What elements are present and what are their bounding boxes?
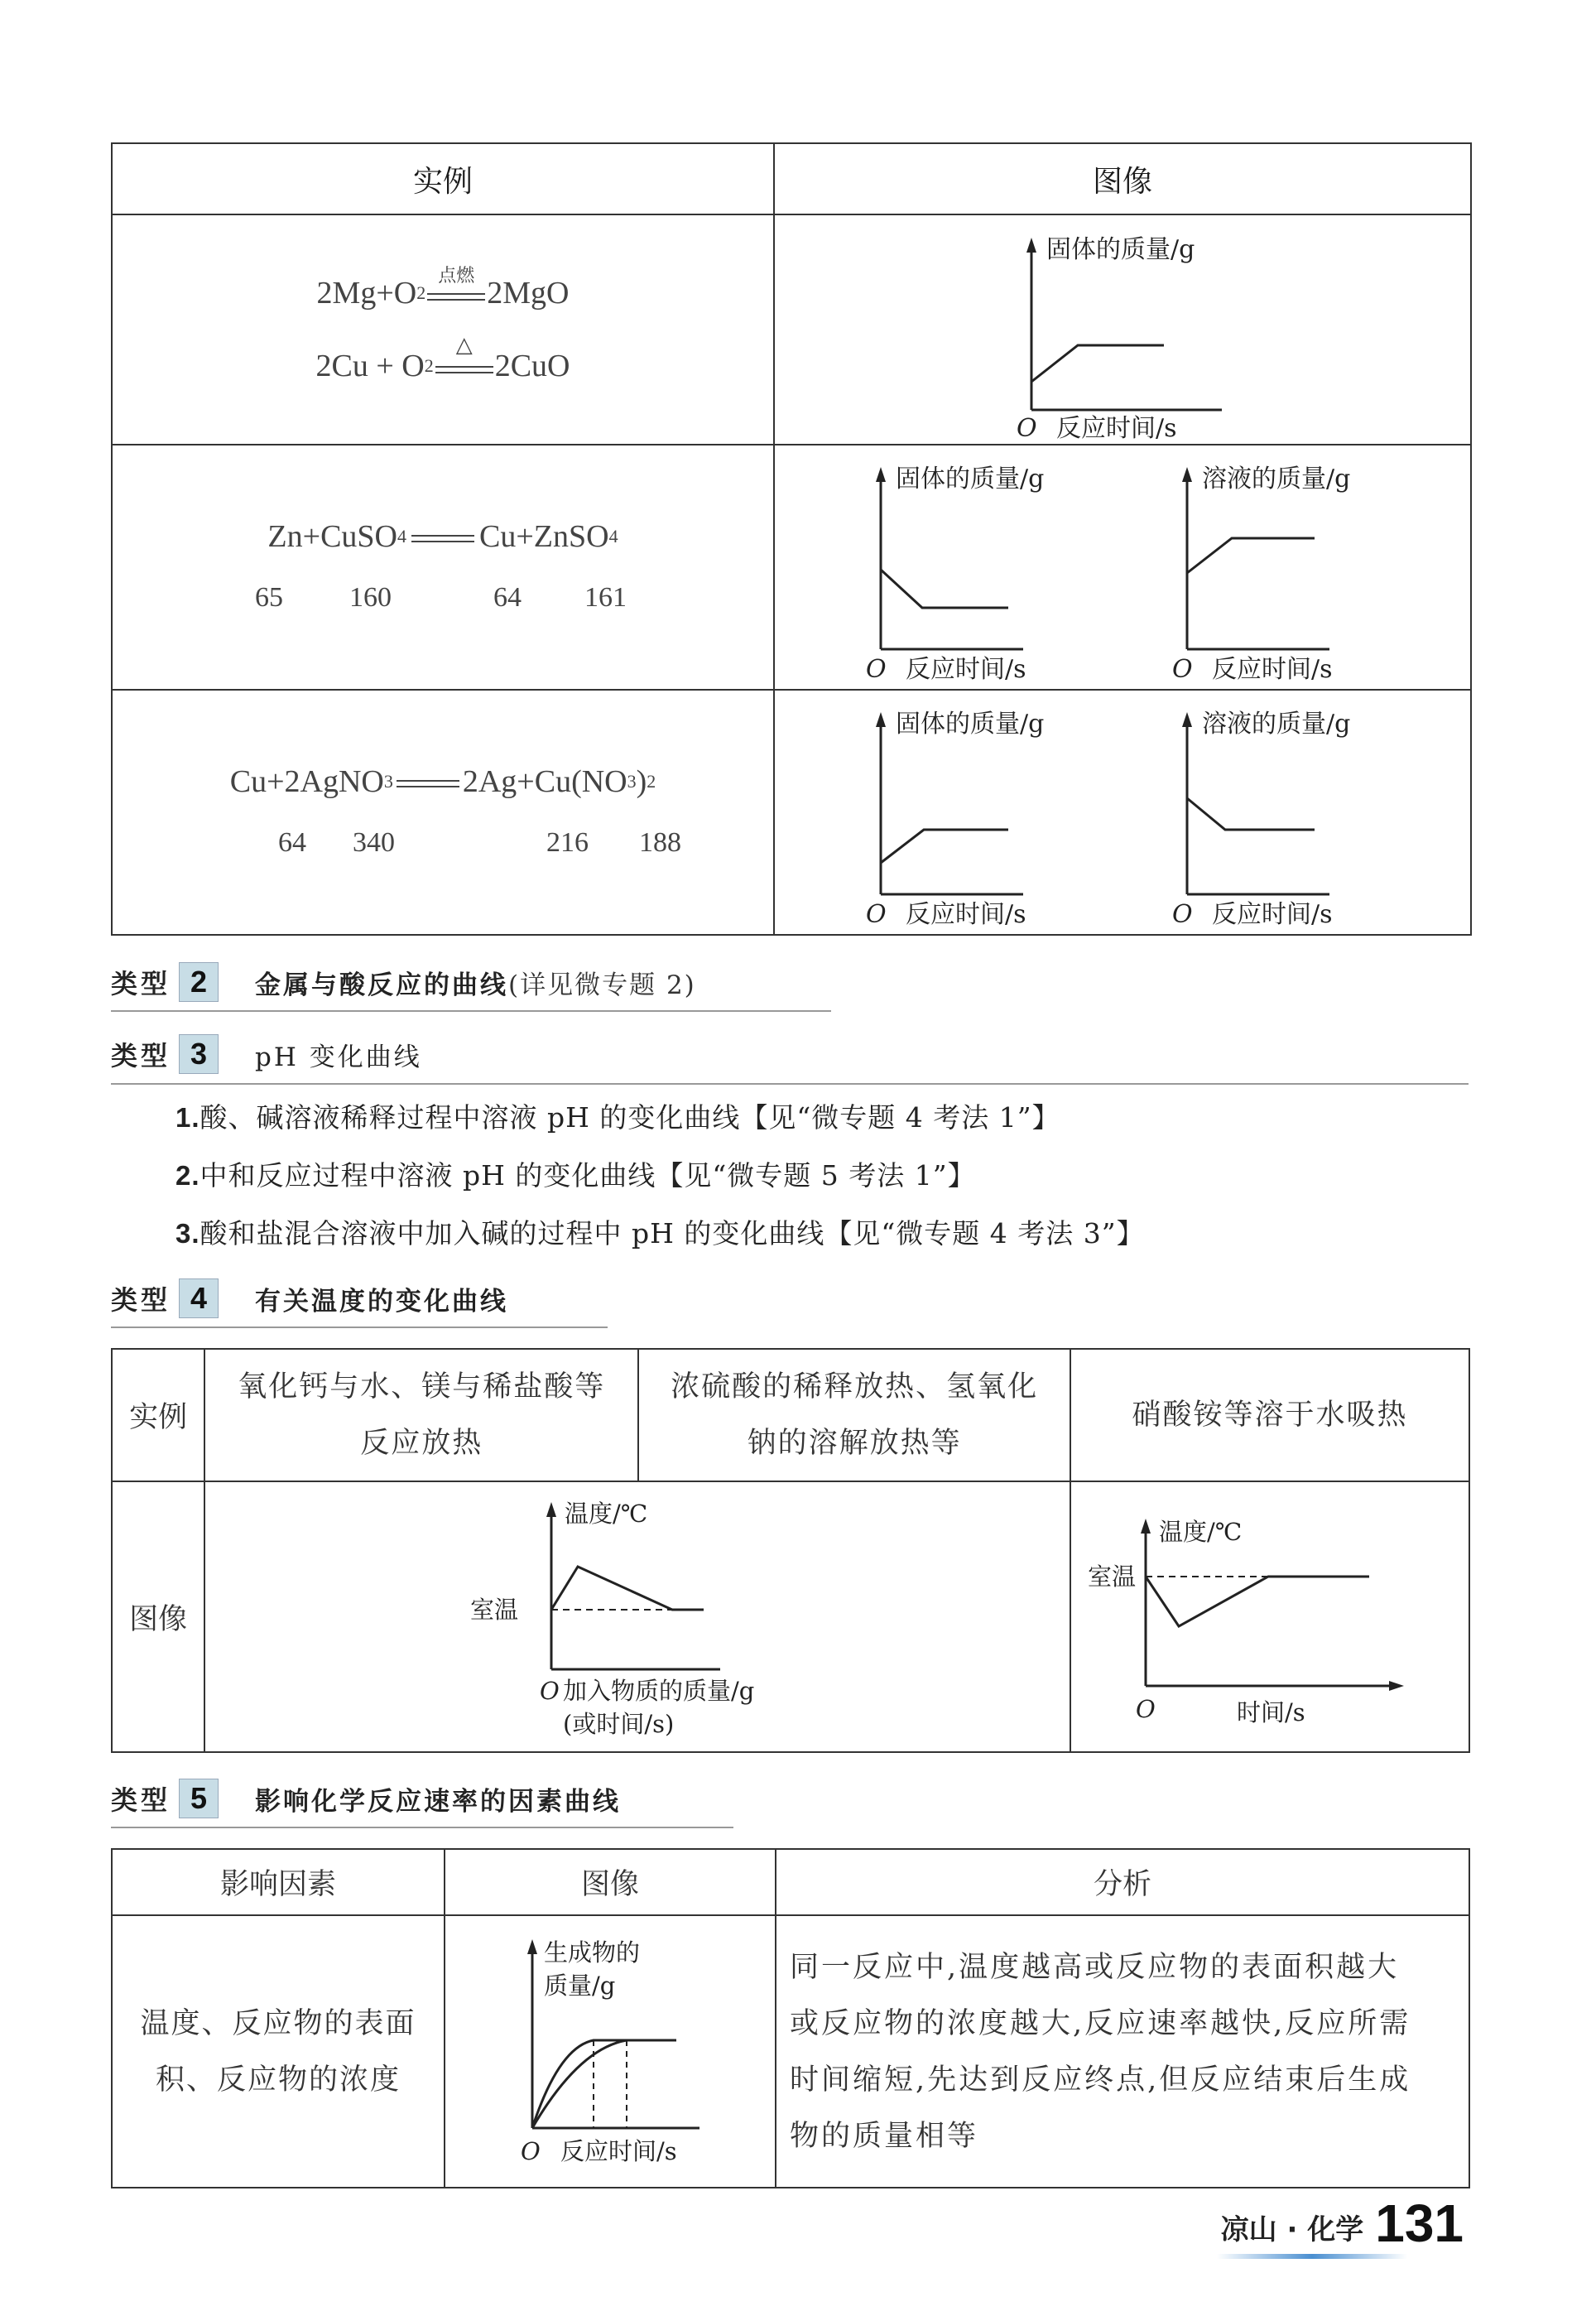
svg-text:O: O xyxy=(866,655,887,684)
reaction-arrow: 点燃 xyxy=(427,277,485,310)
temperature-table xyxy=(111,1348,1470,1753)
svg-text:室温: 室温 xyxy=(470,1596,519,1624)
svg-text:O: O xyxy=(1136,1695,1156,1723)
rate-graph-cell xyxy=(445,1915,776,2188)
equation-cu: 2Cu + O 2 △ 2CuO xyxy=(315,333,570,383)
svg-text:O: O xyxy=(1172,900,1193,929)
svg-text:O: O xyxy=(540,1677,560,1705)
reaction-arrow xyxy=(397,765,459,798)
section-type-4: 类型 4 有关温度的变化曲线 xyxy=(111,1275,508,1322)
divider xyxy=(111,1083,1469,1085)
svg-text:O: O xyxy=(866,900,887,929)
row2-graph-cell xyxy=(774,445,1471,690)
graph-endothermic-cell xyxy=(1070,1481,1469,1752)
svg-text:加入物质的质量/g: 加入物质的质量/g xyxy=(563,1677,755,1705)
reaction-arrow: △ xyxy=(435,349,493,383)
row2-equation xyxy=(112,445,774,690)
molar-masses: 64 340 216 188 xyxy=(278,827,681,858)
header-analysis: 分析 xyxy=(776,1849,1469,1915)
type-number-badge: 5 xyxy=(179,1779,219,1818)
header-graph: 图像 xyxy=(774,143,1471,214)
graph-xlabel: 反应时间/s xyxy=(1056,414,1177,440)
section-title: 影响化学反应速率的因素曲线 xyxy=(255,1786,622,1817)
graph-ylabel: 固体的质量/g xyxy=(1046,235,1195,264)
row3-graph-cell xyxy=(774,690,1471,935)
equation-mg: 2Mg+O 2 点燃 2MgO xyxy=(316,266,570,311)
row1-graph-cell xyxy=(774,214,1471,445)
row1-equations xyxy=(112,214,774,445)
svg-text:室温: 室温 xyxy=(1088,1562,1137,1591)
graph-solution-mass-decrease xyxy=(1172,710,1350,929)
reaction-table xyxy=(111,142,1472,936)
equation-ag: Cu+2AgNO 3 2Ag+Cu(NO 3 ) 2 xyxy=(229,764,656,799)
list-item: 2.中和反应过程中溶液 pH 的变化曲线【见“微专题 5 考法 1”】 xyxy=(175,1159,976,1192)
svg-text:O: O xyxy=(1172,655,1193,684)
svg-text:生成物的: 生成物的 xyxy=(544,1938,641,1967)
footer-subject: 凉山 · 化学 xyxy=(1220,2213,1364,2246)
section-title: 有关温度的变化曲线 xyxy=(255,1286,509,1317)
svg-text:温度/℃: 温度/℃ xyxy=(1159,1518,1243,1546)
header-example: 实例 xyxy=(112,143,774,214)
row-label-graph: 图像 xyxy=(112,1481,204,1752)
reaction-rate-table xyxy=(111,1848,1470,2188)
row-label-example: 实例 xyxy=(112,1349,204,1481)
graph-pair-zn xyxy=(775,445,1470,686)
svg-text:质量/g: 质量/g xyxy=(544,1972,616,2000)
graph-solid-mass-increase xyxy=(775,216,1470,440)
svg-text:反应时间/s: 反应时间/s xyxy=(1212,900,1333,929)
divider xyxy=(111,1010,831,1012)
header-factor: 影响因素 xyxy=(112,1849,445,1915)
header-graph: 图像 xyxy=(445,1849,776,1915)
svg-text:时间/s: 时间/s xyxy=(1237,1698,1305,1726)
graph-solution-mass-increase xyxy=(1172,465,1350,684)
divider xyxy=(111,1327,608,1328)
factor-cell: 温度、反应物的表面 积、反应物的浓度 xyxy=(112,1915,445,2188)
svg-text:反应时间/s: 反应时间/s xyxy=(906,900,1026,929)
list-item: 3.酸和盐混合溶液中加入碱的过程中 pH 的变化曲线【见“微专题 4 考法 3”】 xyxy=(175,1217,1145,1249)
section-title: 金属与酸反应的曲线 xyxy=(255,970,509,1000)
type-number-badge: 4 xyxy=(179,1278,219,1318)
reaction-arrow xyxy=(411,520,474,553)
svg-text:O: O xyxy=(1017,414,1037,440)
svg-text:温度/℃: 温度/℃ xyxy=(565,1500,648,1528)
type-number-badge: 2 xyxy=(179,962,219,1002)
list-item: 1.酸、碱溶液稀释过程中溶液 pH 的变化曲线【见“微专题 4 考法 1”】 xyxy=(175,1101,1060,1134)
row3-equation xyxy=(112,690,774,935)
example-endothermic: 硝酸铵等溶于水吸热 xyxy=(1070,1349,1469,1481)
svg-text:固体的质量/g: 固体的质量/g xyxy=(896,710,1045,739)
graph-pair-ag xyxy=(775,691,1470,931)
page-footer xyxy=(1221,2193,1464,2254)
example-exothermic-reaction: 氧化钙与水、镁与稀盐酸等 反应放热 xyxy=(204,1349,638,1481)
graph-rate-comparison xyxy=(446,1916,774,2179)
graph-temperature-drop xyxy=(1071,1482,1469,1744)
example-dissolution-heat: 浓硫酸的稀释放热、氢氧化 钠的溶解放热等 xyxy=(638,1349,1070,1481)
section-title: pH 变化曲线 xyxy=(255,1042,422,1072)
graph-solid-mass-decrease xyxy=(866,465,1044,684)
svg-text:(或时间/s): (或时间/s) xyxy=(563,1710,675,1738)
molar-masses: 65 160 64 161 xyxy=(255,582,627,613)
svg-text:溶液的质量/g: 溶液的质量/g xyxy=(1202,465,1351,494)
svg-text:固体的质量/g: 固体的质量/g xyxy=(896,465,1045,494)
graph-exothermic-cell xyxy=(204,1481,1070,1752)
section-note: (详见微专题 2) xyxy=(508,970,696,1000)
page-number: 131 xyxy=(1375,2193,1464,2253)
svg-text:O: O xyxy=(521,2137,541,2165)
divider xyxy=(111,1827,733,1828)
svg-text:反应时间/s: 反应时间/s xyxy=(560,2137,677,2165)
section-type-5: 类型 5 影响化学反应速率的因素曲线 xyxy=(111,1775,621,1822)
section-type-3: 类型 3 pH 变化曲线 xyxy=(111,1031,422,1077)
equation-zn: Zn+CuSO 4 Cu+ZnSO 4 xyxy=(267,519,618,554)
footer-decoration xyxy=(1217,2254,1407,2259)
svg-text:反应时间/s: 反应时间/s xyxy=(906,655,1026,684)
svg-text:反应时间/s: 反应时间/s xyxy=(1212,655,1333,684)
graph-temperature-rise xyxy=(207,1482,1068,1744)
section-type-2: 类型 2 金属与酸反应的曲线 (详见微专题 2) xyxy=(111,959,696,1005)
graph-solid-mass-increase xyxy=(866,710,1044,929)
analysis-cell: 同一反应中,温度越高或反应物的表面积越大 或反应物的浓度越大,反应速率越快,反应所需 时间缩短,先达到反应终点,但反应结束后生成 物的质量相等 xyxy=(776,1915,1469,2188)
type-number-badge: 3 xyxy=(179,1034,219,1074)
svg-text:溶液的质量/g: 溶液的质量/g xyxy=(1202,710,1351,739)
